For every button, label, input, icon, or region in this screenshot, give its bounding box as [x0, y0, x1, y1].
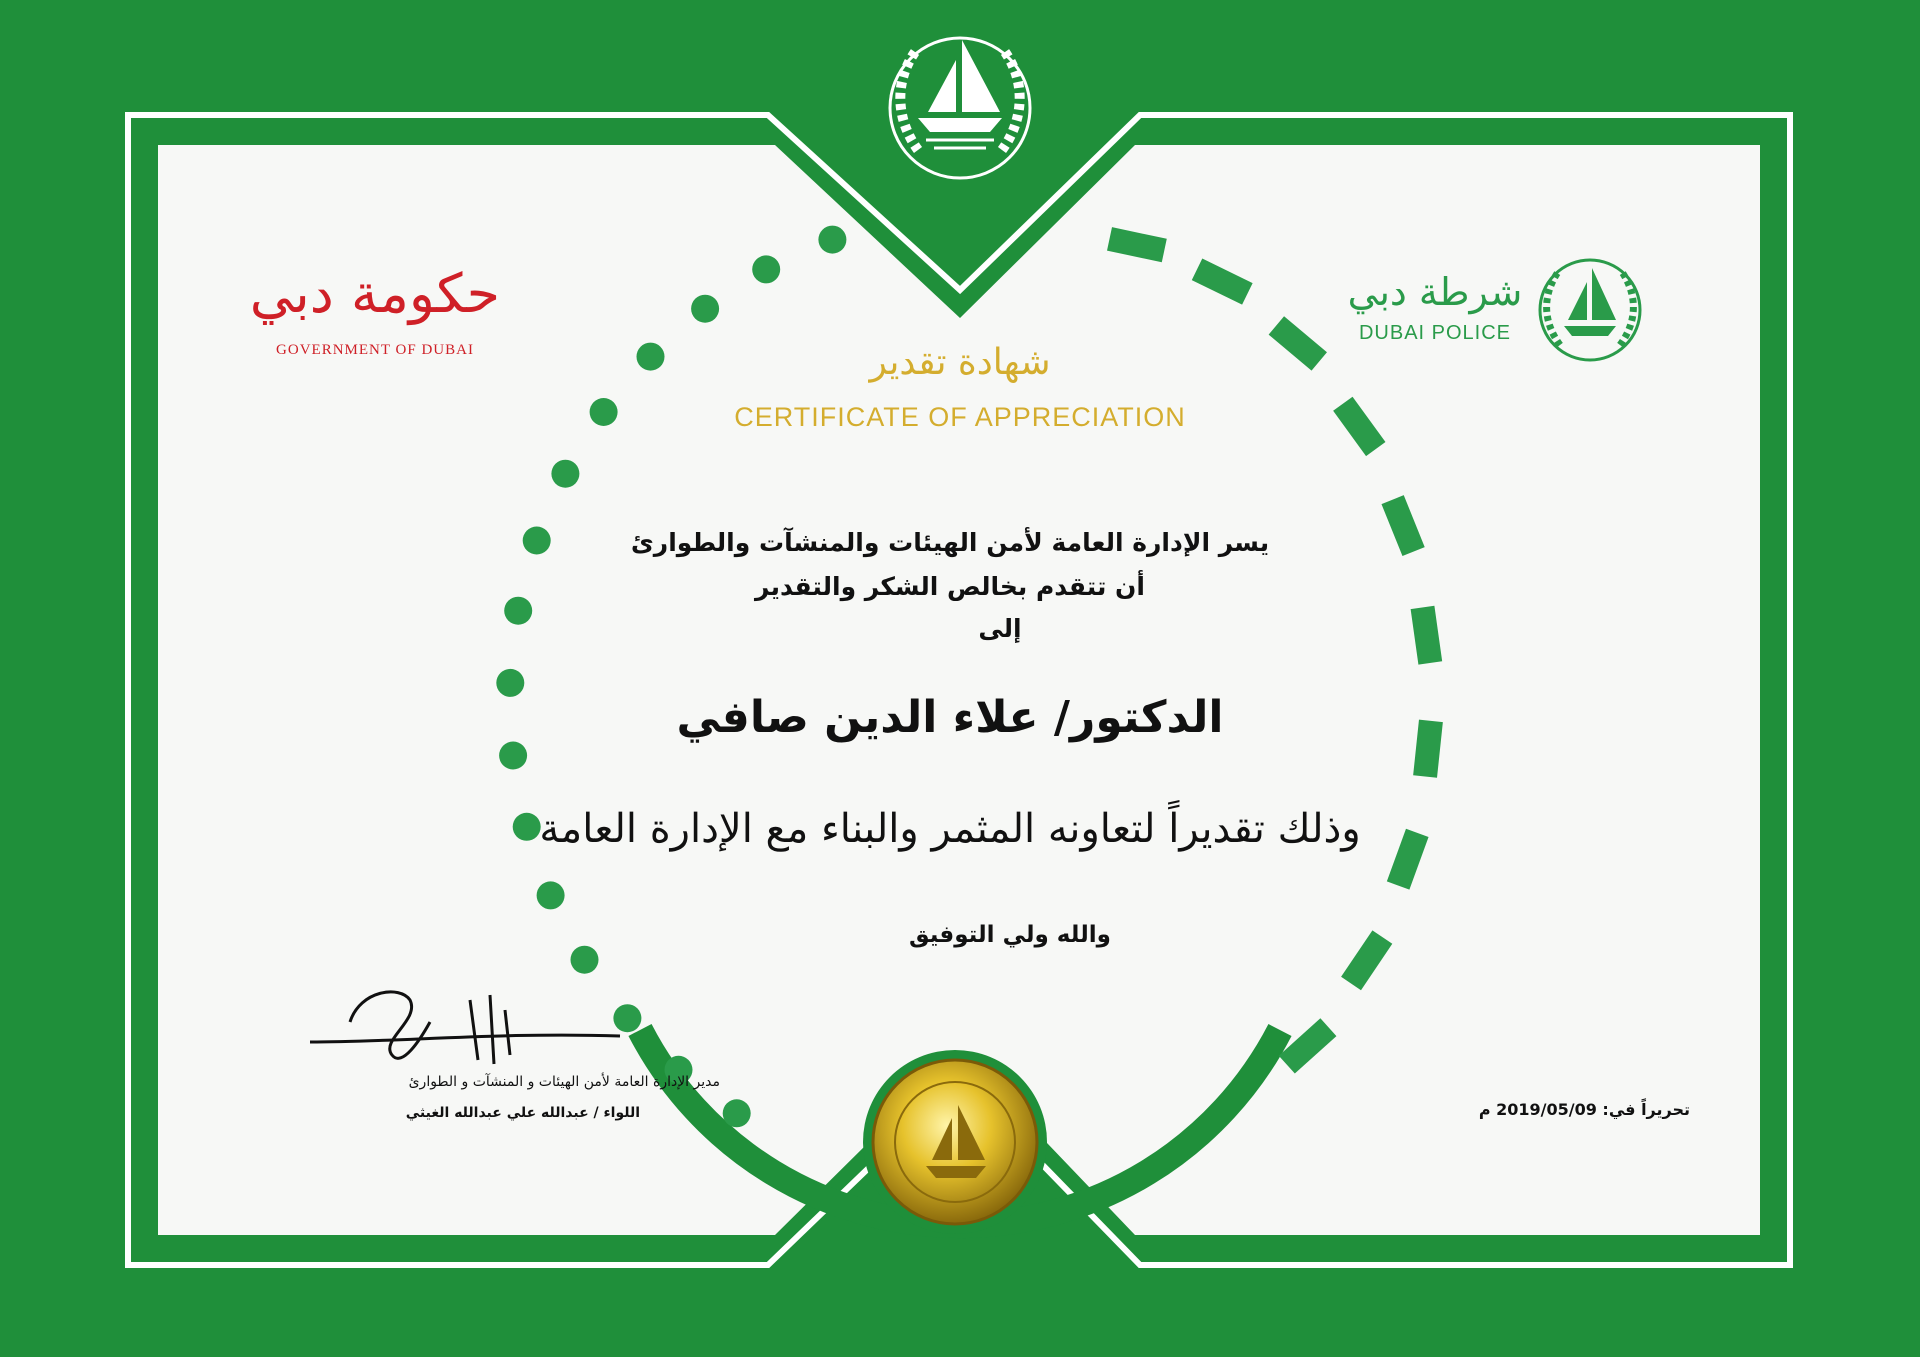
police-emblem-top — [890, 38, 1030, 178]
decorative-dot — [523, 527, 551, 555]
government-logo-arabic: حكومة دبي — [249, 262, 500, 325]
decorative-dot — [496, 669, 524, 697]
decorative-dot — [499, 742, 527, 770]
decorative-dot — [613, 1004, 641, 1032]
decorative-dot — [590, 398, 618, 426]
issue-date: تحريراً في: 2019/05/09 م — [1478, 1100, 1690, 1119]
decorative-dot — [818, 226, 846, 254]
recipient-name: الدكتور/ علاء الدين صافي — [676, 692, 1224, 743]
police-emblem-small — [1540, 260, 1640, 360]
appreciation-reason: وذلك تقديراً لتعاونه المثمر والبناء مع الإدارة العامة — [539, 806, 1361, 852]
police-logo-english: DUBAI POLICE — [1358, 322, 1512, 344]
decorative-dot — [723, 1099, 751, 1127]
certificate-title-english: CERTIFICATE OF APPRECIATION — [734, 402, 1186, 432]
closing-line: والله ولي التوفيق — [909, 922, 1111, 948]
body-line-3: إلى — [978, 614, 1022, 643]
decorative-dot — [691, 295, 719, 323]
government-logo-english: GOVERNMENT OF DUBAI — [276, 342, 474, 358]
decorative-dot — [637, 343, 665, 371]
body-line-2: أن تتقدم بخالص الشكر والتقدير — [755, 572, 1145, 601]
signatory-name: اللواء / عبدالله علي عبدالله الغيثي — [405, 1105, 640, 1121]
decorative-dot — [504, 597, 532, 625]
decorative-dot — [571, 946, 599, 974]
decorative-dot — [537, 881, 565, 909]
body-line-1: يسر الإدارة العامة لأمن الهيئات والمنشآت والطوارئ — [630, 528, 1270, 557]
gold-seal — [863, 1050, 1047, 1234]
police-logo-arabic: شرطة دبي — [1347, 270, 1523, 314]
decorative-dot — [551, 460, 579, 488]
certificate-title-arabic: شهادة تقدير — [869, 342, 1051, 383]
signatory-title: مدير الإدارة العامة لأمن الهيئات و المنشآت و الطوارئ — [408, 1074, 720, 1090]
decorative-dot — [752, 255, 780, 283]
